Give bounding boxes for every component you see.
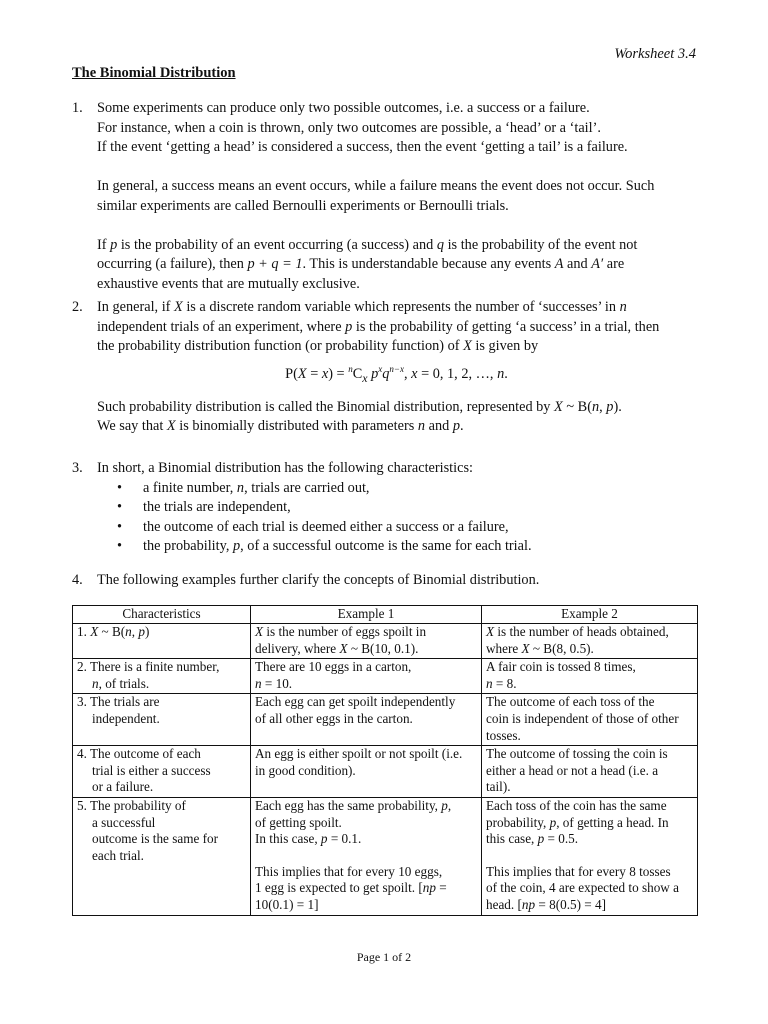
paragraph-line: similar experiments are called Bernoulli experiments or Bernoulli trials. [97,197,509,214]
paragraph-line: Such probability distribution is called the Binomial distribution, represented by X ~ B(n, p). [97,398,622,415]
table-row [73,694,698,746]
paragraph-line: The following examples further clarify the concepts of Binomial distribution. [97,572,540,588]
paragraph-line: the probability distribution function (or probability function) of X is given by [97,338,539,354]
table-row [73,659,698,694]
list-item: • the probability, p, of a successful outcome is the same for each trial. [117,537,696,557]
table-cell: The outcome of each toss of the coin is independent of those of other tosses. [482,694,698,746]
worksheet-label: Worksheet 3.4 [614,46,696,62]
section-4 [72,571,696,591]
table-cell: A fair coin is tossed 8 times, n = 8. [482,659,698,694]
section-2 [72,298,696,437]
list-item: • a finite number, n, trials are carried out, [117,479,696,499]
paragraph-line: In general, if X is a discrete random variable which represents the number of ‘successes’ in n [97,299,627,315]
paragraph-line: If the event ‘getting a head’ is considered a success, then the event ‘getting a tail’ is a failure. [97,139,628,155]
page-title: The Binomial Distribution [72,65,236,81]
table-cell: X is the number of eggs spoilt in delivery, where X ~ B(10, 0.1). [251,624,482,659]
paragraph-line: Some experiments can produce only two possible outcomes, i.e. a success or a failure. [97,100,590,116]
table-cell: An egg is either spoilt or not spoilt (i.e. in good condition). [251,746,482,798]
section-number: 3. [72,460,83,476]
paragraph-line: occurring (a failure), then p + q = 1. This is understandable because any events A and A′ are [97,256,625,272]
table-cell: Each egg has the same probability, p, of getting spoilt. In this case, p = 0.1. This implies that for every 10 eggs, 1 egg is expected to get spoilt. [np = 10(0.1) = 1] [251,797,482,915]
table-cell: The outcome of tossing the coin is either a head or not a head (i.e. a tail). [482,746,698,798]
table-cell: 2. There is a finite number, n, of trials. [73,659,251,694]
examples-table [72,605,698,916]
paragraph-line: In short, a Binomial distribution has the following characteristics: [97,460,474,476]
table-row [73,797,698,915]
paragraph-line: In general, a success means an event occurs, while a failure means the event does not occur. Such [97,178,655,194]
table-header-row [73,606,698,624]
table-cell: 3. The trials are independent. [73,694,251,746]
column-header: Example 2 [482,606,698,624]
section-1 [72,99,696,294]
list-item: • the outcome of each trial is deemed either a success or a failure, [117,518,696,538]
page-number: Page 1 of 2 [356,950,412,964]
equation: p + q = 1 [247,256,303,272]
column-header: Example 1 [251,606,482,624]
binomial-formula: $P(X = x) = ^nC_x$ $p^xq^{n-x}$, x = 0, 1, 2, …, n. [285,363,508,385]
characteristics-list [97,479,696,557]
paragraph-line: independent trials of an experiment, where p is the probability of getting ‘a success’ in a trial, then [97,318,660,335]
table-row [73,624,698,659]
table-cell: 1. X ~ B(n, p) [73,624,251,659]
paragraph-line: We say that X is binomially distributed with parameters n and p. [97,418,464,435]
table-cell: 4. The outcome of each trial is either a success or a failure. [73,746,251,798]
column-header: Characteristics [73,606,251,624]
table-cell: There are 10 eggs in a carton, n = 10. [251,659,482,694]
table-cell: 5. The probability of a successful outcome is the same for each trial. [73,797,251,915]
list-item: • the trials are independent, [117,498,696,518]
paragraph-line: If p is the probability of an event occurring (a success) and q is the probability of the event not [97,236,638,253]
paragraph-line: For instance, when a coin is thrown, only two outcomes are possible, a ‘head’ or a ‘tail’. [97,119,601,136]
section-3 [72,459,696,557]
paragraph-line: exhaustive events that are mutually exclusive. [97,275,360,292]
table-cell: Each toss of the coin has the same probability, p, of getting a head. In this case, p = 0.5. This implies that for every 8 tosses of the coin, 4 are expected to show a head. [np = 8(0.5) = 4] [482,797,698,915]
section-number: 4. [72,572,83,588]
table-cell: X is the number of heads obtained, where X ~ B(8, 0.5). [482,624,698,659]
section-number: 1. [72,100,83,116]
section-number: 2. [72,299,83,315]
table-cell: Each egg can get spoilt independently of all other eggs in the carton. [251,694,482,746]
table-row [73,746,698,798]
